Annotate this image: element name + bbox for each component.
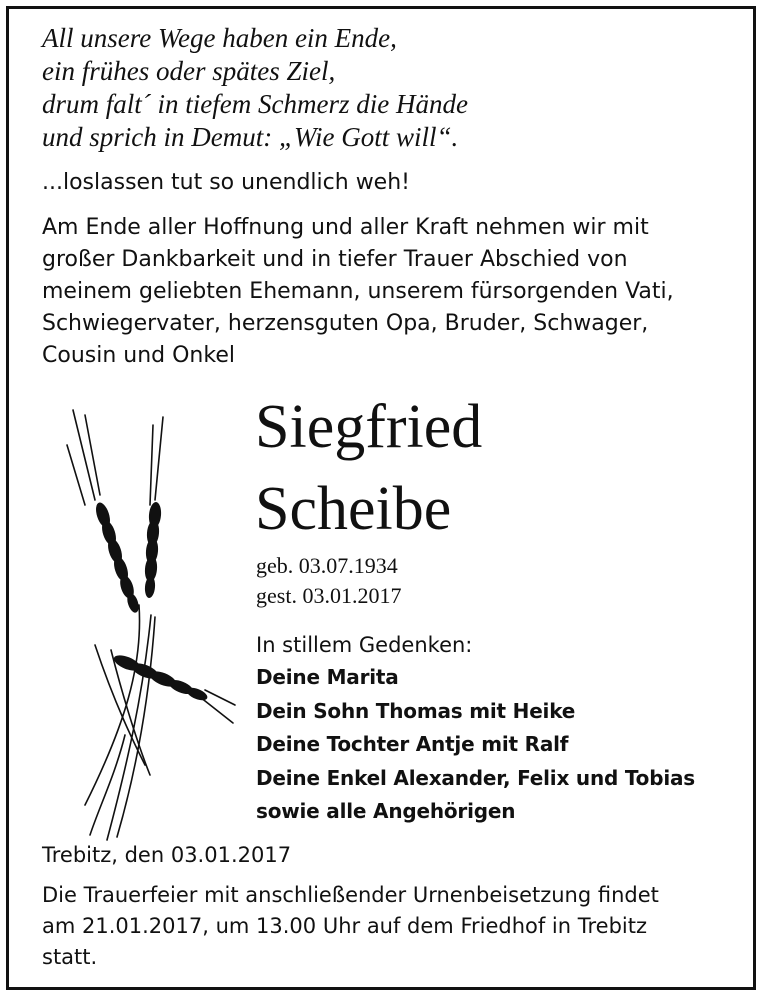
- deceased-first-name: Siegfried: [255, 393, 483, 461]
- deceased-last-name: Scheibe: [255, 475, 452, 543]
- mourner-entry: Deine Tochter Antje mit Ralf: [256, 732, 569, 756]
- intro-text: [42, 212, 674, 372]
- place-date: Trebitz, den 03.01.2017: [42, 843, 292, 867]
- funeral-line: statt.: [42, 945, 98, 969]
- funeral-line: Die Trauerfeier mit anschließender Urnenbeisetzung findet: [42, 883, 659, 907]
- funeral-line: am 21.01.2017, um 13.00 Uhr auf dem Friedhof in Trebitz: [42, 914, 648, 938]
- mourner-entry: Dein Sohn Thomas mit Heike: [256, 698, 576, 723]
- motto: ...loslassen tut so unendlich weh!: [42, 170, 410, 195]
- mourner-entry: Deine Marita: [256, 665, 399, 689]
- mourners-label: In stillem Gedenken:: [256, 633, 473, 657]
- poem: [42, 22, 468, 154]
- mourner-entry: Deine Enkel Alexander, Felix und Tobias: [256, 765, 695, 790]
- intro-line: großer Dankbarkeit und in tiefer Trauer Abschied von: [42, 247, 628, 272]
- poem-line: ein frühes oder spätes Ziel,: [42, 56, 336, 86]
- poem-line: All unsere Wege haben ein Ende,: [42, 23, 397, 53]
- life-dates: [256, 551, 401, 611]
- mourners-list: [256, 661, 695, 829]
- death-date: gest. 03.01.2017: [256, 583, 402, 608]
- intro-line: Cousin und Onkel: [42, 343, 235, 368]
- funeral-info: [42, 880, 659, 973]
- intro-line: Am Ende aller Hoffnung und aller Kraft nehmen wir mit: [42, 215, 649, 240]
- birth-date: geb. 03.07.1934: [256, 553, 398, 578]
- poem-line: drum falt´ in tiefem Schmerz die Hände: [42, 89, 468, 119]
- mourner-entry: sowie alle Angehörigen: [256, 799, 516, 823]
- poem-line: und sprich in Demut: „Wie Gott will“.: [42, 122, 459, 152]
- wheat-ears-icon: [55, 405, 240, 845]
- intro-line: meinem geliebten Ehemann, unserem fürsorgenden Vati,: [42, 279, 674, 304]
- intro-line: Schwiegervater, herzensguten Opa, Bruder, Schwager,: [42, 311, 649, 336]
